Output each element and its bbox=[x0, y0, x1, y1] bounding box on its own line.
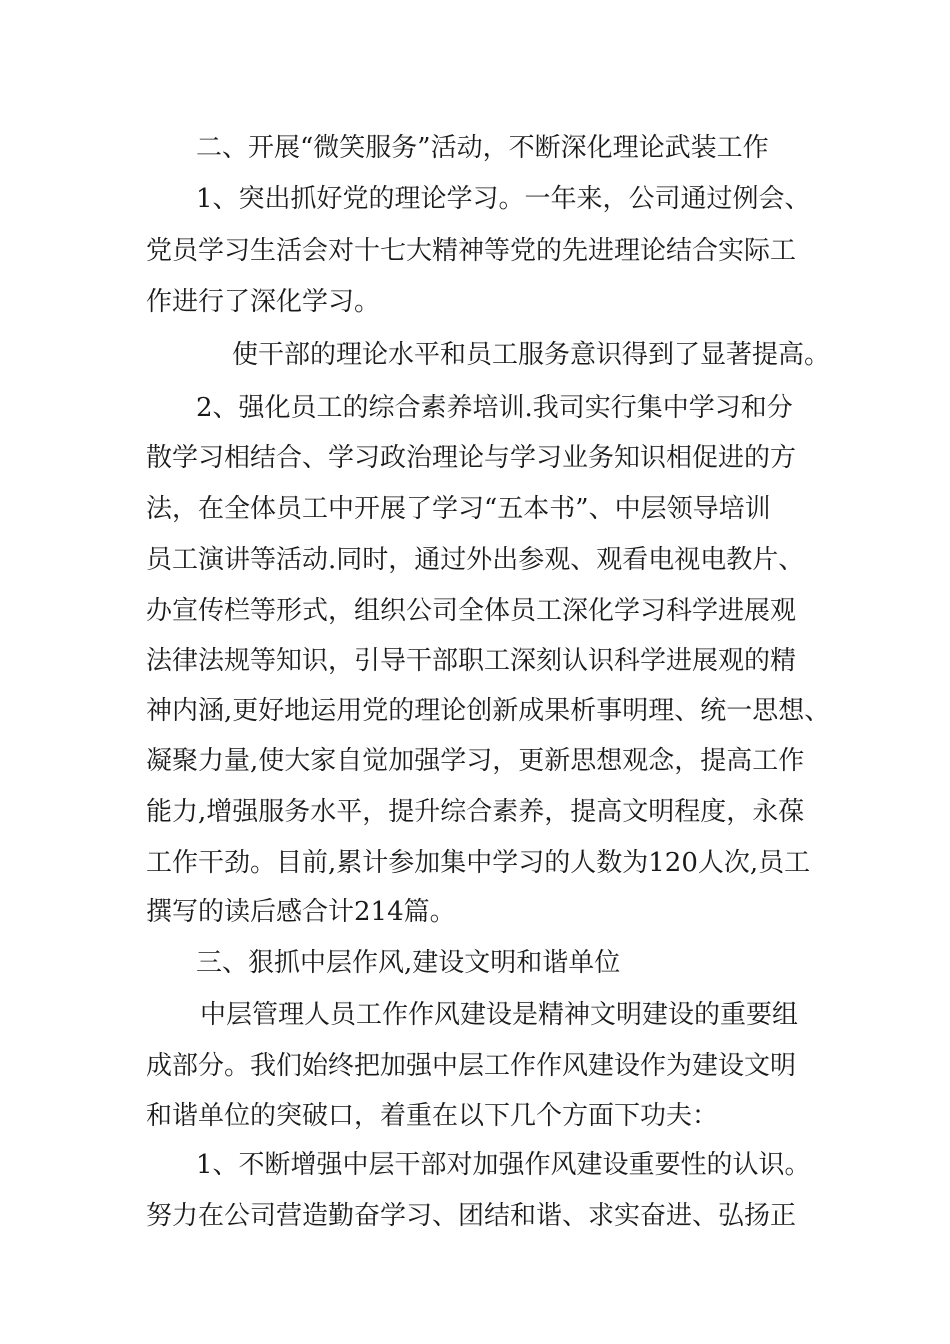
paragraph-line: 神内涵,更好地运用党的理论创新成果析事明理、统一思想、 bbox=[146, 696, 831, 726]
paragraph-line: 2、强化员工的综合素养培训.我司实行集中学习和分 bbox=[196, 393, 793, 423]
paragraph-line: 办宣传栏等形式，组织公司全体员工深化学习科学进展观 bbox=[146, 596, 797, 626]
paragraph-line: 法，在全体员工中开展了学习“五本书”、中层领导培训 bbox=[146, 494, 771, 524]
paragraph-line: 员工演讲等活动.同时，通过外出参观、观看电视电教片、 bbox=[146, 545, 805, 575]
paragraph-line: 能力,增强服务水平，提升综合素养，提高文明程度，永葆 bbox=[146, 797, 805, 827]
paragraph-line: 散学习相结合、学习政治理论与学习业务知识相促进的方 bbox=[146, 443, 797, 473]
paragraph-line: 和谐单位的突破口，着重在以下几个方面下功夫： bbox=[146, 1101, 719, 1131]
paragraph-line: 法律法规等知识，引导干部职工深刻认识科学进展观的精 bbox=[146, 646, 797, 676]
paragraph-line: 工作干劲。目前,累计参加集中学习的人数为120人次,员工 bbox=[146, 848, 811, 878]
paragraph-line: 使干部的理论水平和员工服务意识得到了显著提高。 bbox=[232, 340, 831, 370]
section-heading-2: 二、开展“微笑服务”活动，不断深化理论武装工作 bbox=[196, 133, 769, 163]
paragraph-line: 党员学习生活会对十七大精神等党的先进理论结合实际工 bbox=[146, 236, 797, 266]
section-heading-3: 三、狠抓中层作风,建设文明和谐单位 bbox=[196, 948, 621, 978]
paragraph-line: 撰写的读后感合计214篇。 bbox=[146, 897, 456, 927]
paragraph-line: 1、突出抓好党的理论学习。一年来，公司通过例会、 bbox=[196, 184, 811, 214]
paragraph-line: 成部分。我们始终把加强中层工作作风建设作为建设文明 bbox=[146, 1051, 797, 1081]
paragraph-line: 中层管理人员工作作风建设是精神文明建设的重要组 bbox=[200, 1000, 799, 1030]
paragraph-line: 凝聚力量,使大家自觉加强学习，更新思想观念，提高工作 bbox=[146, 746, 805, 776]
paragraph-line: 努力在公司营造勤奋学习、团结和谐、求实奋进、弘扬正 bbox=[146, 1201, 797, 1231]
paragraph-line: 1、不断增强中层干部对加强作风建设重要性的认识。 bbox=[196, 1150, 811, 1180]
paragraph-line: 作进行了深化学习。 bbox=[146, 287, 381, 317]
